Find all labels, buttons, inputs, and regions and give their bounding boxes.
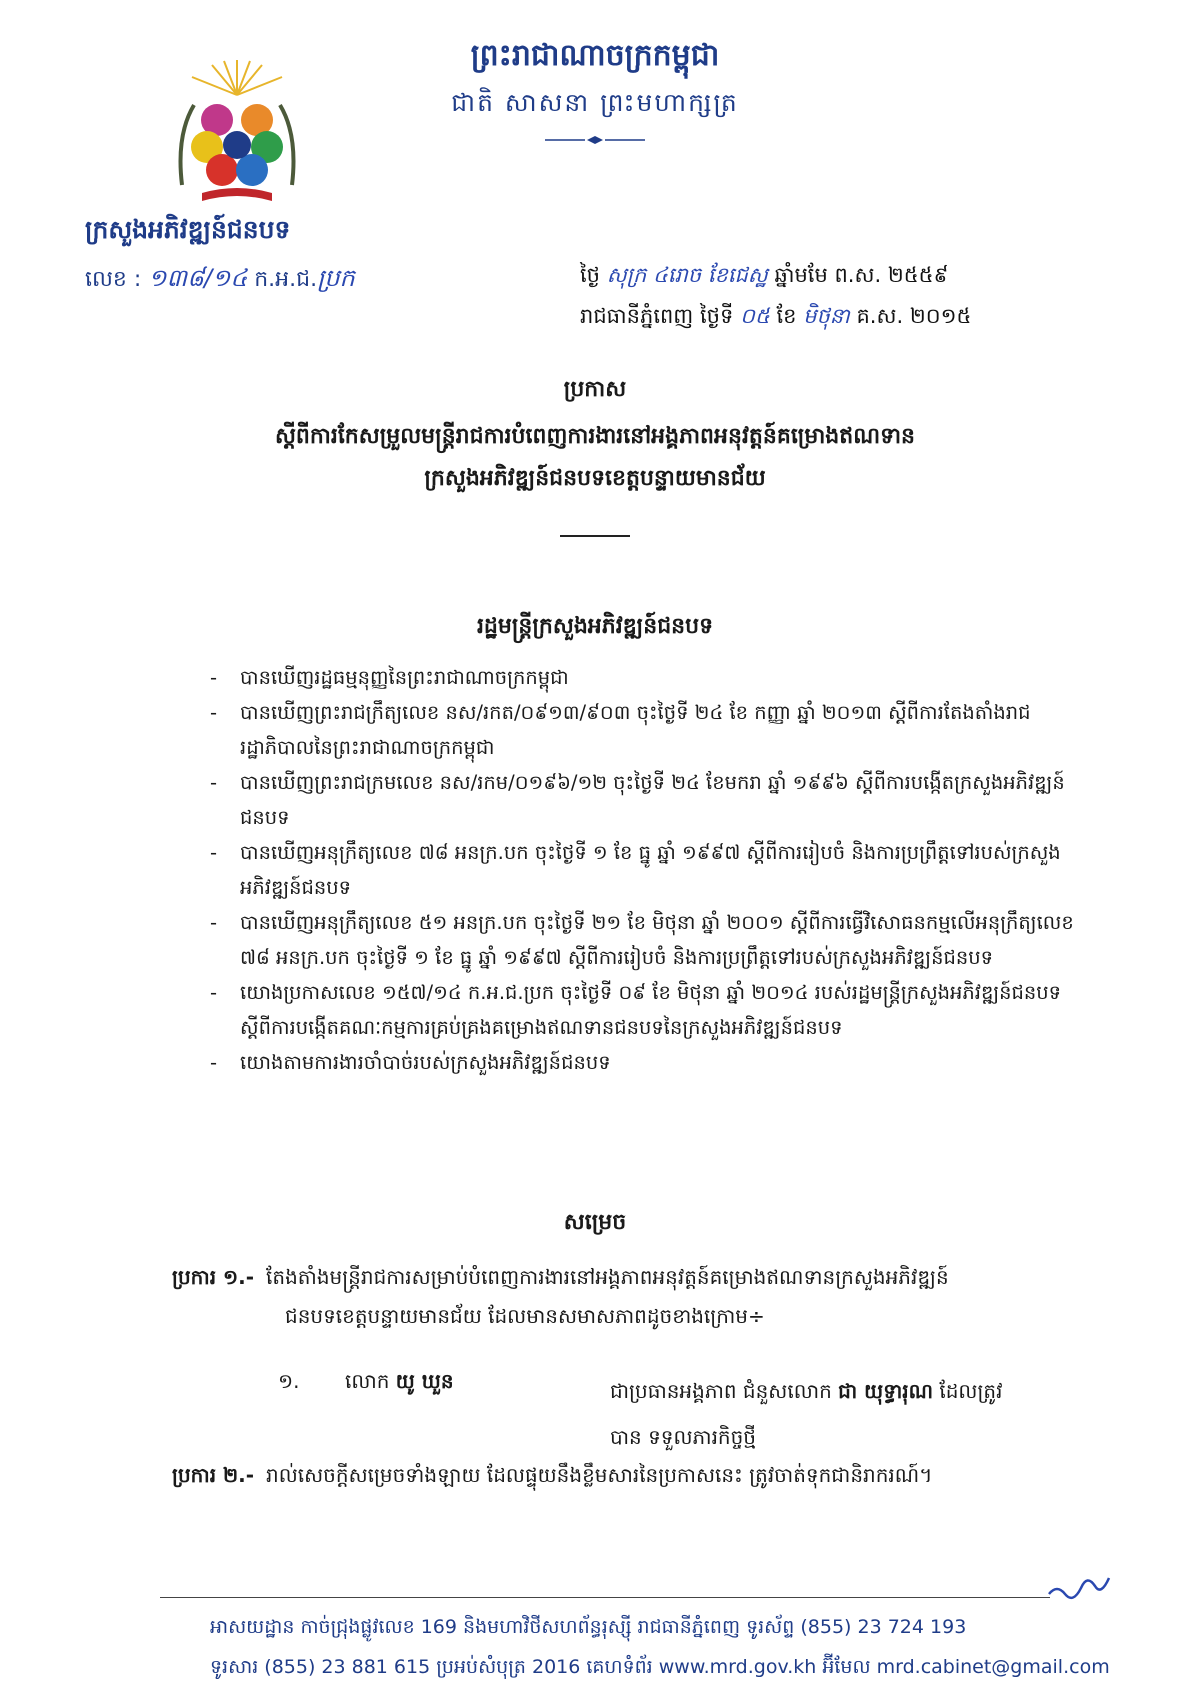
reference-item: - បានឃើញអនុក្រឹត្យលេខ ៧៨ អនក្រ.បក ចុះថ្ងៃទី ១ ខែ ធ្នូ ឆ្នាំ ១៩៩៧ ស្តីពីការរៀបចំ និងការប្រព្រឹត្តទៅរបស់ក្រសួងអភិវឌ្ឍន៍ជនបទ [210, 835, 1090, 905]
ministry-emblem-icon [172, 55, 302, 205]
national-motto: ជាតិ សាសនា ព្រះមហាក្សត្រ [451, 88, 739, 117]
reference-item: - យោងប្រកាសលេខ ១៥៧/១៤ ក.អ.ជ.ប្រក ចុះថ្ងៃទី ០៩ ខែ មិថុនា ឆ្នាំ ២០១៤ របស់រដ្ឋមន្ត្រីក្រសួងអភិវឌ្ឍន៍ជនបទ ស្តីពីការបង្កើតគណៈកម្មការគ្រប់គ្រងគម្រោងឥណទានជនបទនៃក្រសួងអភិវឌ្ឍន៍ជនបទ [210, 975, 1090, 1045]
reference-item: - បានឃើញព្រះរាជក្រឹត្យលេខ នស/រកត/០៩១៣/៩០៣ ចុះថ្ងៃទី ២៤ ខែ កញ្ញា ឆ្នាំ ២០១៣ ស្តីពីការតែងតាំងរាជរដ្ឋាភិបាលនៃព្រះរាជាណាចក្រកម្ពុជា [210, 695, 1090, 765]
lunar-date-prefix: ថ្ងៃ [580, 263, 600, 287]
lunar-date [580, 262, 948, 293]
footer-address: អាសយដ្ឋាន កាច់ជ្រុងផ្លូវលេខ 169 និងមហាវិថីសហព័ន្ធរុស្ស៊ី រាជធានីភ្នំពេញ ទូរស័ព្ទ (855) 23 724 193 [210, 1616, 967, 1638]
subject-line-2: ក្រសួងអភិវឌ្ឍន៍ជនបទខេត្តបន្ទាយមានជ័យ [424, 466, 766, 491]
reference-suffix: ក.អ.ជ. [254, 267, 318, 292]
article-2-label: ប្រការ ២.- [172, 1463, 255, 1487]
minister-title: រដ្ឋមន្ត្រីក្រសួងអភិវឌ្ឍន៍ជនបទ [476, 614, 714, 639]
solar-month-label: ខែ [776, 304, 797, 328]
article-1-text: តែងតាំងមន្ត្រីរាជការសម្រាប់បំពេញការងារនៅអង្គភាពអនុវត្តន៍គម្រោងឥណទានក្រសួងអភិវឌ្ឍន៍ [266, 1265, 949, 1289]
kingdom-heading: ព្រះរាជាណាចក្រកម្ពុជា [470, 38, 720, 73]
solar-date-prefix: រាជធានីភ្នំពេញ ថ្ងៃទី [580, 304, 734, 328]
decision-heading: សម្រេច [563, 1210, 627, 1235]
member-title: លោក [345, 1369, 390, 1393]
footer-contact: ទូរសារ (855) 23 881 615 ប្រអប់សំបុត្រ 2016 គេហទំព័រ www.mrd.gov.kh អ៊ីមែល mrd.cabinet@gmail.com [210, 1656, 1110, 1678]
article-2-text: រាល់សេចក្តីសម្រេចទាំងឡាយ ដែលផ្ទុយនឹងខ្លឹមសារនៃប្រកាសនេះ ត្រូវចាត់ទុកជានិរាករណ៍។ [266, 1463, 933, 1487]
divider-ornament-icon [545, 135, 645, 145]
ministry-name: ក្រសួងអភិវឌ្ឍន៍ជនបទ [85, 215, 291, 244]
member-role-line-2: បាន ទទួលភារកិច្ចថ្មី [610, 1425, 757, 1449]
member-full-name: យូ ឃួន [395, 1369, 454, 1393]
lunar-date-suffix: ឆ្នាំមមែ ព.ស. ២៥៥៩ [774, 263, 949, 287]
subject-line-1: ស្តីពីការកែសម្រួលមន្ត្រីរាជការបំពេញការងារនៅអង្គភាពអនុវត្តន៍គម្រោងឥណទាន [274, 424, 916, 449]
section-divider [560, 535, 630, 537]
solar-day-handwritten: ០៥ [740, 304, 770, 328]
reference-label: លេខ : [85, 267, 149, 292]
member-number: ១. [278, 1369, 300, 1393]
reference-item: - បានឃើញរដ្ឋធម្មនុញ្ញនៃព្រះរាជាណាចក្រកម្ពុជា [210, 660, 1090, 695]
legal-references [210, 660, 1090, 1080]
member-role-text-a: ជាប្រធានអង្គភាព ជំនួសលោក [610, 1379, 832, 1403]
footer-divider [160, 1597, 1050, 1598]
member-name [345, 1368, 454, 1398]
member-role-text-b: ដែលត្រូវ [939, 1379, 1003, 1403]
solar-year: គ.ស. ២០១៥ [856, 304, 972, 328]
replaced-person-name: ជា យុទ្ធារុណ [838, 1379, 934, 1403]
article-1 [172, 1255, 1072, 1299]
article-1-label: ប្រការ ១.- [172, 1265, 255, 1289]
reference-item: - បានឃើញអនុក្រឹត្យលេខ ៥១ អនក្រ.បក ចុះថ្ងៃទី ២១ ខែ មិថុនា ឆ្នាំ ២០០១ ស្តីពីការធ្វើវិសោធនកម្មលើអនុក្រឹត្យលេខ ៧៨ អនក្រ.បក ចុះថ្ងៃទី ១ ខែ ធ្នូ ឆ្នាំ ១៩៩៧ ស្តីពីការរៀបចំ និងការប្រព្រឹត្តទៅរបស់ក្រសួងអភិវឌ្ឍន៍ជនបទ [210, 905, 1090, 975]
lunar-date-handwritten: សុក្រ ៤រោច ខែជេស្ឋ [606, 263, 768, 287]
reference-number [85, 263, 355, 298]
solar-month-handwritten: មិថុនា [803, 304, 850, 328]
article-2 [172, 1462, 1092, 1492]
article-1-continuation: ជនបទខេត្តបន្ទាយមានជ័យ ដែលមានសមាសភាពដូចខាងក្រោម÷ [285, 1304, 765, 1328]
initials-signature-icon [1045, 1566, 1115, 1606]
reference-item: - យោងតាមការងារចាំបាច់របស់ក្រសួងអភិវឌ្ឍន៍ជនបទ [210, 1045, 1090, 1080]
member-role [610, 1368, 1080, 1460]
document-type: ប្រកាស [563, 377, 627, 402]
reference-item: - បានឃើញព្រះរាជក្រមលេខ នស/រកម/០១៩៦/១២ ចុះថ្ងៃទី ២៤ ខែមករា ឆ្នាំ ១៩៩៦ ស្តីពីការបង្កើតក្រសួងអភិវឌ្ឍន៍ជនបទ [210, 765, 1090, 835]
reference-number-handwritten: ១៣៨/១៤ [148, 264, 248, 292]
solar-date [580, 303, 971, 334]
reference-suffix-handwritten: ប្រក [317, 264, 355, 292]
